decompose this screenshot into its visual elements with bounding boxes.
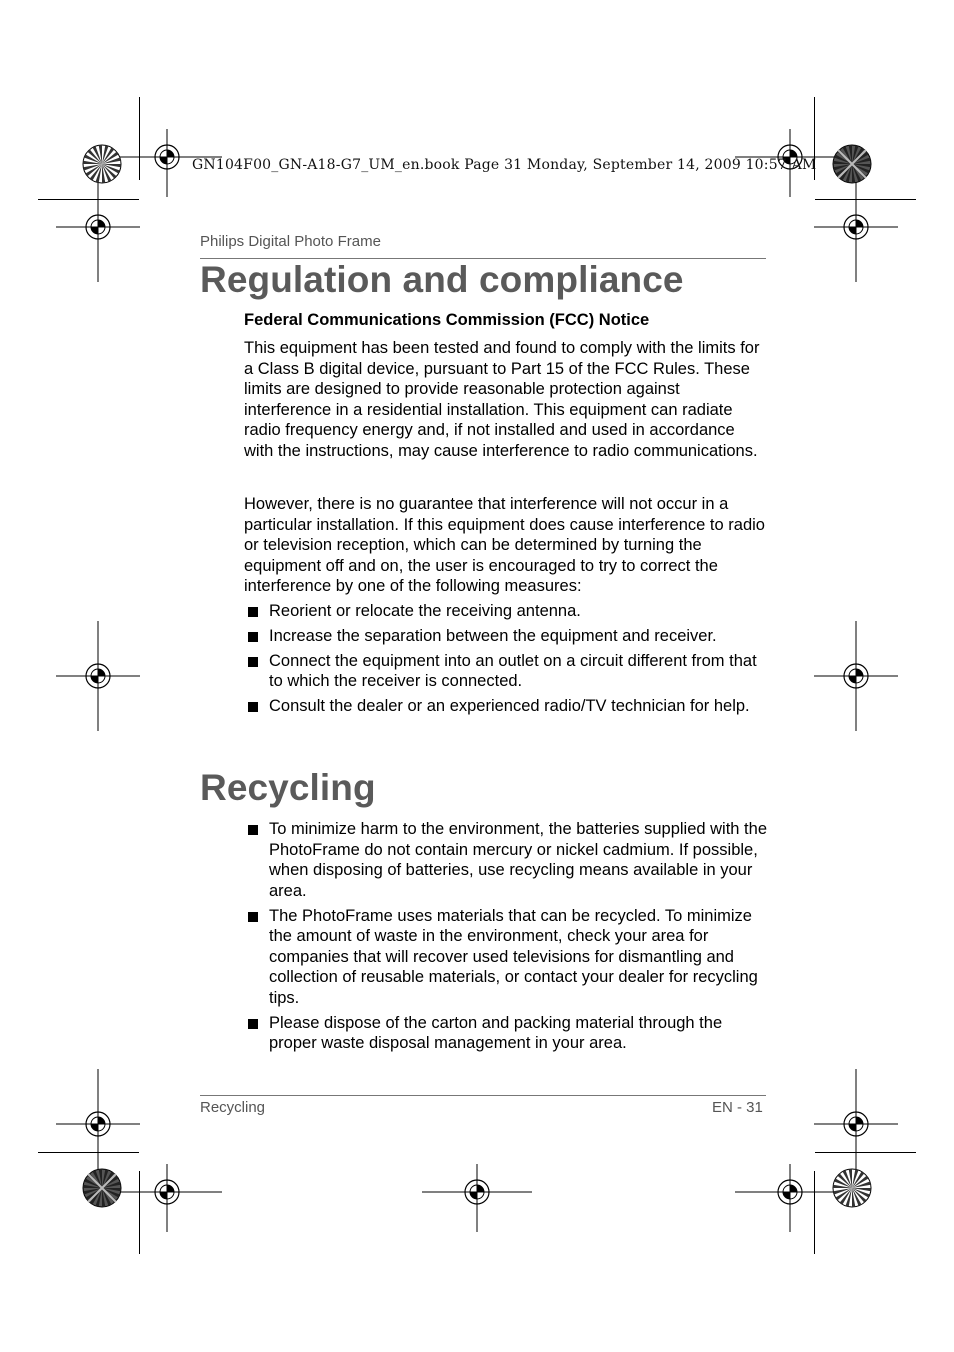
registration-target-icon [796, 616, 916, 736]
bullet-square-icon [248, 912, 258, 922]
bullet-square-icon [248, 607, 258, 617]
list-item [244, 696, 768, 717]
bullet-square-icon [248, 702, 258, 712]
registration-target-icon [796, 167, 916, 287]
list-item [244, 651, 768, 692]
bullet-square-icon [248, 825, 258, 835]
fcc-measures-list [244, 601, 768, 721]
paragraph: This equipment has been tested and found to comply with the limits for a Class B digital device, pursuant to Part 15 of the FCC Rules. These limits are designed to provide reasonable protection against interference in a residential installation. This equipment can radiate radio frequency energy and, if not installed and used in accordance with the instructions, may cause interference to radio communications. [244, 339, 760, 460]
footer-rule [200, 1095, 766, 1096]
recycling-list [244, 819, 768, 1058]
running-header: Philips Digital Photo Frame [200, 233, 381, 250]
bullet-square-icon [248, 1019, 258, 1029]
starburst-mark-icon [82, 144, 122, 184]
list-item-text: Consult the dealer or an experienced radio/TV technician for help. [269, 696, 750, 715]
registration-target-icon [38, 167, 158, 287]
list-item [244, 626, 768, 647]
fcc-notice-heading: Federal Communications Commission (FCC) Notice [244, 311, 650, 329]
list-item [244, 906, 768, 1009]
registration-target-icon [38, 616, 158, 736]
starburst-mark-icon [82, 1168, 122, 1208]
section-title-regulation: Regulation and compliance [200, 259, 684, 300]
list-item [244, 1013, 768, 1054]
list-item-text: The PhotoFrame uses materials that can be recycled. To minimize the amount of waste in the environment, check your area for companies that will recover used televisions for dismantling and collection of reusable materials, or contact your dealer for recycling tips. [269, 906, 758, 1007]
list-item-text: Please dispose of the carton and packing material through the proper waste disposal management in your area. [269, 1013, 723, 1053]
list-item-text: Increase the separation between the equipment and receiver. [269, 626, 717, 645]
starburst-mark-icon [832, 1168, 872, 1208]
list-item-text: Connect the equipment into an outlet on a circuit different from that to which the receiver is connected. [269, 651, 757, 691]
list-item-text: Reorient or relocate the receiving antenna. [269, 602, 581, 620]
bullet-square-icon [248, 632, 258, 642]
footer-section-name: Recycling [200, 1099, 266, 1116]
print-slug: GN104F00_GN-A18-G7_UM_en.book Page 31 Monday, September 14, 2009 10:57 AM [192, 157, 817, 173]
paragraph: However, there is no guarantee that interference will not occur in a particular installation. If this equipment does cause interference to radio or television reception, which can be determined by turning the equipment off and on, the user is encouraged to try to correct the interference by one of the following measures: [244, 495, 765, 596]
list-item [244, 601, 768, 622]
registration-target-icon [417, 1132, 537, 1252]
section-title-recycling: Recycling [200, 767, 376, 808]
list-item-text: To minimize harm to the environment, the batteries supplied with the PhotoFrame do not contain mercury or nickel cadmium. If possible, when disposing of batteries, use recycling means available in your area. [269, 820, 767, 900]
list-item [244, 819, 768, 901]
registration-target-icon [107, 1132, 227, 1252]
starburst-mark-icon [832, 144, 872, 184]
page-number: EN - 31 [712, 1099, 763, 1116]
bullet-square-icon [248, 657, 258, 667]
